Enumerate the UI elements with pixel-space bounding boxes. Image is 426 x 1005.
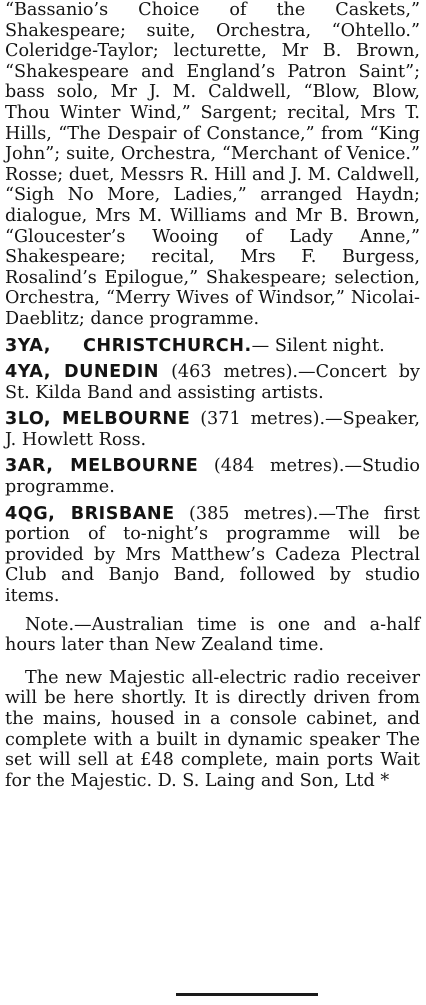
station-entry-3lo (5, 409, 420, 450)
station-heading-3ar: 3AR, MELBOURNE (5, 456, 199, 477)
station-city: CHRISTCHURCH. (82, 335, 252, 356)
station-heading-3lo: 3LO, MELBOURNE (5, 409, 191, 430)
station-entry-4ya (5, 362, 420, 403)
station-details: (484 metres).—Studio programme. (5, 456, 420, 498)
station-details: — Silent night. (251, 335, 385, 356)
station-entry-4qg (5, 504, 420, 607)
station-callsign: 3YA, (5, 335, 51, 356)
station-details: (385 metres).—The first portion of to-night’s programme will be provided by Mrs Matthew’s Cadeza Plectral Club and Banjo Band, followed by studio items. (5, 503, 421, 607)
column-end-rule (176, 993, 318, 996)
station-entry-3ya (5, 336, 420, 357)
station-entry-3ar (5, 456, 420, 497)
station-details: (463 metres).—Concert by St. Kilda Band and assisting artists. (5, 362, 420, 403)
station-heading-3ya (5, 336, 252, 356)
station-heading-4qg: 4QG, BRISBANE (5, 503, 175, 524)
time-difference-note: Note.—Australian time is one and a-half hours later than New Zealand time. (5, 614, 420, 656)
station-heading-4ya: 4YA, DUNEDIN (5, 362, 160, 383)
station-details: (371 metres).—Speaker, J. Howlett Ross. (5, 409, 420, 450)
programme-listing-continued: “Bassanio’s Choice of the Caskets,” Shakespeare; suite, Orchestra, “Ohtello.” Coleridge-Taylor; lecturette, Mr B. Brown, “Shakespeare and England’s Patron Saint”; bass solo, Mr J. M. Caldwell, “Blow, Blow, Thou Winter Wind,” Sargent; recital, Mrs T. Hills, “The Despair of Constance,” from “King John”; suite, Orchestra, “Merchant of Venice.” Rosse; duet, Messrs R. Hill and J. M. Caldwell, “Sigh No More, Ladies,” arranged Haydn; dialogue, Mrs M. Williams and Mr B. Brown, “Gloucester’s Wooing of Lady Anne,” Shakespeare; recital, Mrs F. Burgess, Rosalind’s Epilogue,” Shakespeare; selection, Orchestra, “Merry Wives of Windsor,” Nicolai-Daeblitz; dance programme. (5, 0, 420, 329)
majestic-radio-advertisement: The new Majestic all-electric radio receiver will be here shortly. It is directly driven from the mains, housed in a console cabinet, and complete with a built in dynamic speaker The set will sell at £48 complete, main ports Wait for the Majestic. D. S. Laing and Son, Ltd * (5, 667, 420, 791)
